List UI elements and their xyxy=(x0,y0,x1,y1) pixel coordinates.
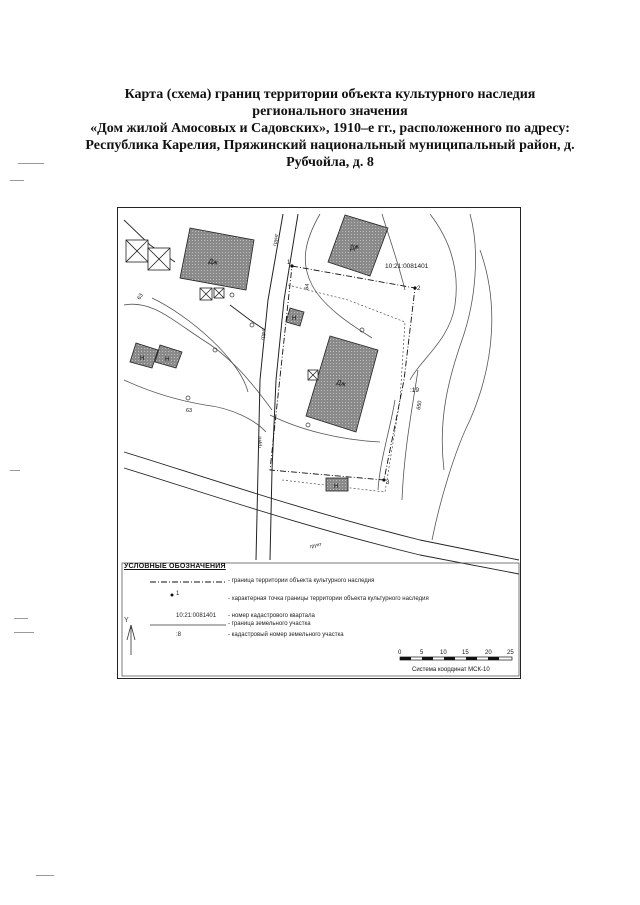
contour-line xyxy=(410,214,456,380)
legend-row-parcel: - кадастровый номер земельного участка xyxy=(228,632,344,638)
legend-row-heritage-boundary: - граница территории объекта культурного наследия xyxy=(228,578,375,584)
crossed-box xyxy=(200,288,212,300)
building-label: Дж xyxy=(335,379,347,389)
tree-symbol xyxy=(250,323,254,327)
building-label: Дж xyxy=(349,243,360,252)
title-line-1: Карта (схема) границ территории объекта культурного наследия xyxy=(124,87,536,102)
road-label: грунт xyxy=(309,541,323,550)
crossed-box xyxy=(126,240,148,262)
legend-heading: УСЛОВНЫЕ ОБОЗНАЧЕНИЯ xyxy=(124,563,226,570)
contour-line xyxy=(124,380,266,432)
contour-line xyxy=(442,214,475,470)
point-label: 3 xyxy=(386,480,390,486)
north-arrow-label: Y xyxy=(124,617,129,624)
boundary-point xyxy=(290,264,293,267)
contour-label: 63 xyxy=(136,292,145,301)
crossed-box xyxy=(308,370,318,380)
scale-tick: 10 xyxy=(440,650,447,656)
scale-tick: 0 xyxy=(398,650,402,656)
road-label: грунт xyxy=(260,327,268,341)
legend-row-quarter-symbol: 10:21:0081401 xyxy=(176,613,217,619)
scale-bar xyxy=(400,657,512,660)
legend-row-parcel-symbol: :8 xyxy=(176,632,182,638)
scale-tick: 20 xyxy=(485,650,492,656)
parcel-number-label: :19 xyxy=(410,387,420,394)
path-edge xyxy=(124,468,519,574)
scale-tick: 25 xyxy=(507,650,514,656)
contour-label: 64 xyxy=(304,283,312,291)
building-label: Н xyxy=(292,316,297,322)
contour-line xyxy=(152,298,248,392)
cadastral-quarter-label: 10:21:0081401 xyxy=(385,263,429,270)
legend-row-land-plot: - граница земельного участка xyxy=(228,621,311,627)
coordinate-system-caption: Система координат МСК-10 xyxy=(412,667,490,673)
road-label: грунт xyxy=(272,233,281,247)
contour-label: 63 xyxy=(186,408,193,414)
contour-label: 650 xyxy=(416,400,424,411)
title-line-4: Республика Карелия, Пряжинский национальный муниципальный район, д. xyxy=(85,138,575,153)
building-label: Н xyxy=(334,484,339,490)
title-line-5: Рубчойла, д. 8 xyxy=(286,155,374,170)
contour-line xyxy=(378,400,395,490)
building-label: Дж xyxy=(207,258,219,267)
road-label: грунт xyxy=(257,435,264,449)
building-label: Н xyxy=(165,357,170,363)
contour-line xyxy=(432,250,492,540)
crossed-box xyxy=(214,288,224,298)
tree-symbol xyxy=(306,423,310,427)
crossed-box xyxy=(148,248,170,270)
scale-tick: 15 xyxy=(462,650,469,656)
contour-line xyxy=(382,214,405,290)
tree-symbol xyxy=(230,293,234,297)
path-edge xyxy=(230,305,265,330)
legend-row-quarter: - номер кадастрового квартала xyxy=(228,613,315,619)
path-edge xyxy=(124,452,519,560)
legend-symbol-point xyxy=(171,594,174,597)
title-line-3: «Дом жилой Амосовых и Садовских», 1910–е гг., расположенного по адресу: xyxy=(90,121,570,136)
north-arrow-icon xyxy=(127,625,135,655)
tree-symbol xyxy=(186,396,190,400)
legend-row-point-symbol: 1 xyxy=(176,591,180,597)
legend-row-point: - характерная точка границы территории объекта культурного наследия xyxy=(228,596,429,602)
scale-tick: 5 xyxy=(420,650,424,656)
building-label: Н xyxy=(140,356,145,362)
point-label: 1 xyxy=(287,260,291,266)
point-label: 2 xyxy=(417,286,421,292)
title-line-2: регионального значения xyxy=(252,104,408,119)
